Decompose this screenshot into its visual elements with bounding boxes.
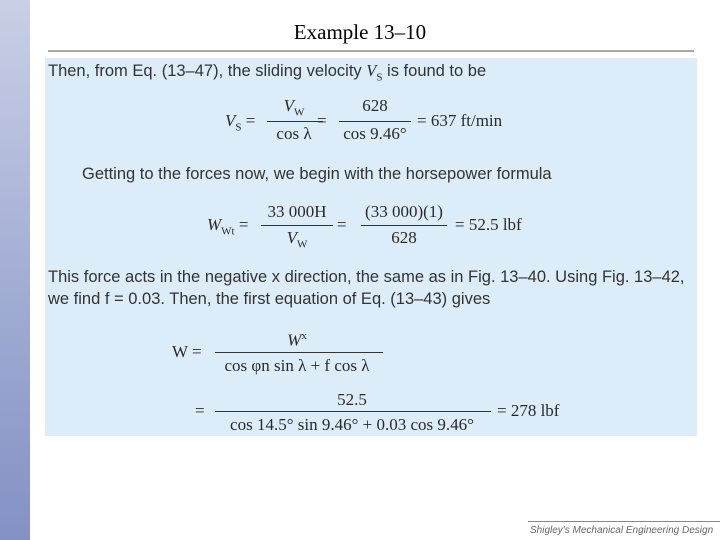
- var-v: V: [366, 61, 377, 80]
- eq2-equals: =: [337, 215, 347, 234]
- footer-divider: [528, 521, 720, 522]
- slide-title: Example 13–10: [293, 20, 427, 44]
- eq1-result: = 637 ft/min: [417, 111, 503, 130]
- eq2-frac2-bar: [361, 225, 447, 226]
- eq2-lhs: $W_{Wt}$ =: [207, 215, 249, 238]
- direction-sentence: This force acts in the negative x direction, the same as in Fig. 13–40. Using Fig. 13–42,: [48, 268, 685, 286]
- eq1-frac2-den: cos 9.46°: [343, 124, 407, 143]
- var-v-sub: S: [376, 71, 383, 84]
- eq3-frac2-bar: [215, 411, 491, 412]
- eq1-frac1-den: cos λ: [276, 124, 312, 143]
- side-band: [0, 0, 30, 540]
- eq3-equals: =: [195, 401, 205, 420]
- forces-sentence: Getting to the forces now, we begin with the horsepower formula: [82, 165, 552, 183]
- eq3-frac2-num: 52.5: [337, 390, 367, 409]
- intro-sentence: [48, 61, 486, 83]
- eq3-frac1-num: $W^x$: [287, 330, 307, 350]
- eq1-equals: =: [317, 111, 327, 130]
- eq2-frac1-bar: [261, 225, 333, 226]
- eq2-frac1-den: $V_W$: [286, 228, 308, 251]
- intro-text: Then, from Eq. (13–47), the sliding velocity: [48, 62, 367, 80]
- eq2-frac2-den: 628: [391, 228, 417, 247]
- eq3-result: = 278 lbf: [497, 401, 560, 420]
- eq1-frac1-num: $V_W$: [283, 96, 305, 119]
- eq3-frac2-den: cos 14.5° sin 9.46° + 0.03 cos 9.46°: [230, 415, 474, 434]
- eq1-frac2-bar: [339, 121, 411, 122]
- friction-sentence: we find f = 0.03. Then, the first equation of Eq. (13–43) gives: [48, 290, 491, 308]
- eq3-frac1-bar: [215, 352, 383, 353]
- eq2-frac1-num: 33 000H: [267, 202, 327, 221]
- footer-text: Shigley's Mechanical Engineering Design: [530, 525, 714, 536]
- eq1-frac1-bar: [267, 121, 323, 122]
- eq3-frac1-den: cos φn sin λ + f cos λ: [224, 356, 370, 375]
- example-content-panel: [45, 58, 697, 436]
- title-divider: [48, 50, 694, 52]
- eq2-result: = 52.5 lbf: [455, 215, 522, 234]
- intro-text-end: is found to be: [382, 62, 487, 80]
- eq3-lhs: W =: [172, 342, 202, 361]
- eq1-lhs: $V_S$ =: [225, 111, 256, 134]
- eq2-frac2-num: (33 000)(1): [365, 202, 443, 221]
- eq1-frac2-num: 628: [362, 96, 388, 115]
